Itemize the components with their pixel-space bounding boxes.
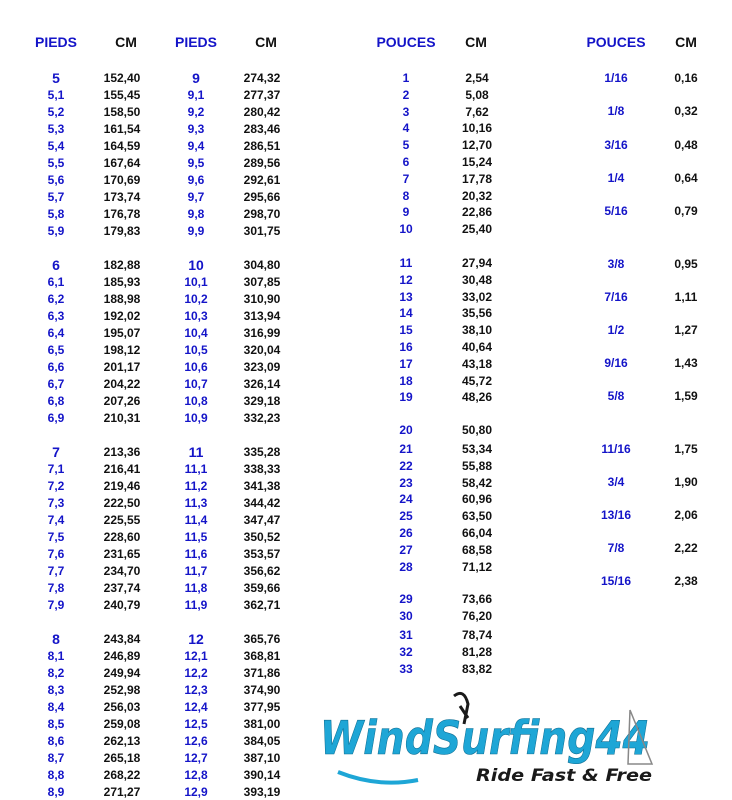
cm-value: 161,54: [103, 122, 141, 136]
cm-value: 0,79: [674, 204, 698, 218]
cm-value: 76,20: [461, 609, 493, 623]
cm-value: 289,56: [243, 156, 281, 170]
inch-value: 27: [399, 543, 413, 557]
cm-value: 33,02: [461, 290, 493, 304]
feet-value: 7,2: [47, 479, 65, 493]
cm-value: 5,08: [465, 88, 489, 102]
fraction-value: 11/16: [601, 442, 631, 456]
cm-value: 188,98: [103, 292, 141, 306]
feet-value: 9,3: [187, 122, 205, 136]
feet-value: 7,9: [47, 598, 65, 612]
inch-value: 15: [399, 323, 413, 337]
cm-value: 225,55: [103, 513, 141, 527]
cm-value: 176,78: [103, 207, 141, 221]
feet-value: 12,1: [184, 649, 208, 663]
cm-value: 164,59: [103, 139, 141, 153]
cm-value: 326,14: [243, 377, 281, 391]
feet-value: 11,7: [184, 564, 208, 578]
cm-value: 256,03: [103, 700, 141, 714]
cm-value: 243,84: [103, 632, 141, 646]
feet-value: 6,6: [47, 360, 65, 374]
cm-value: 316,99: [243, 326, 281, 340]
fraction-value: 9/16: [604, 356, 628, 370]
inch-value: 8: [402, 189, 410, 203]
feet-value: 8,2: [47, 666, 65, 680]
cm-value: 371,86: [243, 666, 281, 680]
cm-value: 45,72: [461, 374, 493, 388]
cm-value: 237,74: [103, 581, 141, 595]
feet-value: 12,2: [184, 666, 208, 680]
cm-value: 338,33: [243, 462, 281, 476]
fraction-value: 3/4: [607, 475, 625, 489]
inch-value: 12: [399, 273, 413, 287]
cm-value: 368,81: [243, 649, 281, 663]
cm-value: 246,89: [103, 649, 141, 663]
cm-value: 210,31: [103, 411, 141, 425]
cm-value: 323,09: [243, 360, 281, 374]
feet-value: 8,9: [47, 785, 65, 799]
cm-value: 393,19: [243, 785, 281, 799]
feet-value: 7,5: [47, 530, 65, 544]
fraction-value: 7/8: [607, 541, 625, 555]
inch-value: 28: [399, 560, 413, 574]
cm-value: 359,66: [243, 581, 281, 595]
feet-value: 10,4: [184, 326, 208, 340]
cm-value: 152,40: [103, 71, 141, 85]
feet-value: 5,6: [47, 173, 65, 187]
inch-value: 14: [399, 306, 413, 320]
cm-value: 2,54: [465, 71, 489, 85]
cm-value: 283,46: [243, 122, 281, 136]
cm-value: 295,66: [243, 190, 281, 204]
feet-value: 6,3: [47, 309, 65, 323]
inch-value: 7: [402, 172, 410, 186]
feet-value: 12,3: [184, 683, 208, 697]
feet-value: 11,9: [184, 598, 208, 612]
cm-value: 219,46: [103, 479, 141, 493]
feet-value: 8,3: [47, 683, 65, 697]
cm-value: 50,80: [461, 423, 493, 437]
cm-value: 341,38: [243, 479, 281, 493]
feet-value: 10,9: [184, 411, 208, 425]
cm-value: 252,98: [103, 683, 141, 697]
cm-value: 2,38: [674, 574, 698, 588]
cm-value: 20,32: [461, 189, 493, 203]
feet-value: 5,4: [47, 139, 65, 153]
feet-value: 10: [188, 257, 204, 273]
logo-tagline: Ride Fast & Free: [476, 766, 652, 786]
fraction-value: 1/8: [607, 104, 625, 118]
cm-value: 48,26: [461, 390, 493, 404]
cm-value: 381,00: [243, 717, 281, 731]
cm-value: 390,14: [243, 768, 281, 782]
cm-value: 329,18: [243, 394, 281, 408]
feet-value: 5,3: [47, 122, 65, 136]
feet-value: 7: [52, 444, 60, 460]
feet-value: 12,7: [184, 751, 208, 765]
feet-value: 7,1: [47, 462, 65, 476]
feet-value: 5,8: [47, 207, 65, 221]
inch-value: 26: [399, 526, 413, 540]
cm-value: 12,70: [461, 138, 493, 152]
cm-value: 22,86: [461, 205, 493, 219]
cm-value: 344,42: [243, 496, 281, 510]
cm-value: 222,50: [103, 496, 141, 510]
cm-value: 216,41: [103, 462, 141, 476]
cm-value: 192,02: [103, 309, 141, 323]
cm-value: 0,32: [674, 104, 698, 118]
header-pouces-1: POUCES: [376, 34, 436, 50]
feet-value: 10,3: [184, 309, 208, 323]
cm-value: 320,04: [243, 343, 281, 357]
cm-value: 1,90: [674, 475, 698, 489]
header-pieds-1: PIEDS: [34, 34, 77, 50]
inch-value: 20: [399, 423, 413, 437]
cm-value: 173,74: [103, 190, 141, 204]
header-cm-2: CM: [255, 34, 277, 50]
header-pieds-2: PIEDS: [174, 34, 217, 50]
cm-value: 347,47: [243, 513, 281, 527]
feet-value: 9,6: [187, 173, 205, 187]
feet-value: 12,5: [184, 717, 208, 731]
feet-value: 9,8: [187, 207, 205, 221]
inch-value: 10: [399, 222, 413, 236]
cm-value: 335,28: [243, 445, 281, 459]
feet-value: 7,3: [47, 496, 65, 510]
cm-value: 274,32: [243, 71, 281, 85]
cm-value: 27,94: [461, 256, 493, 270]
fraction-value: 3/16: [604, 138, 628, 152]
cm-value: 298,70: [243, 207, 281, 221]
feet-value: 12,6: [184, 734, 208, 748]
cm-value: 83,82: [461, 662, 493, 676]
feet-value: 11,4: [184, 513, 208, 527]
cm-value: 310,90: [243, 292, 281, 306]
cm-value: 170,69: [103, 173, 141, 187]
cm-value: 0,16: [674, 71, 698, 85]
fraction-value: 15/16: [600, 574, 632, 588]
cm-value: 313,94: [243, 309, 281, 323]
cm-value: 262,13: [103, 734, 141, 748]
feet-value: 10,5: [184, 343, 208, 357]
cm-value: 301,75: [243, 224, 281, 238]
feet-value: 11,2: [184, 479, 208, 493]
cm-value: 158,50: [103, 105, 141, 119]
cm-value: 259,08: [103, 717, 141, 731]
cm-value: 15,24: [461, 155, 493, 169]
cm-value: 228,60: [103, 530, 141, 544]
cm-value: 155,45: [103, 88, 141, 102]
cm-value: 213,36: [103, 445, 141, 459]
cm-value: 60,96: [461, 492, 493, 506]
feet-value: 8,4: [47, 700, 65, 714]
feet-value: 5,1: [47, 88, 65, 102]
cm-value: 179,83: [103, 224, 141, 238]
cm-value: 55,88: [461, 459, 493, 473]
cm-value: 365,76: [243, 632, 281, 646]
feet-value: 6,2: [47, 292, 65, 306]
inch-value: 5: [402, 138, 410, 152]
feet-value: 7,7: [47, 564, 65, 578]
feet-value: 5,9: [47, 224, 65, 238]
feet-value: 6,5: [47, 343, 65, 357]
feet-value: 9,1: [187, 88, 205, 102]
feet-value: 11,3: [184, 496, 208, 510]
feet-value: 9: [192, 70, 200, 86]
cm-value: 277,37: [243, 88, 281, 102]
feet-value: 9,2: [187, 105, 205, 119]
inch-value: 9: [402, 205, 410, 219]
inch-value: 2: [402, 88, 410, 102]
header-pouces-2: POUCES: [586, 34, 646, 50]
inch-value: 32: [399, 645, 413, 659]
cm-value: 0,48: [674, 138, 698, 152]
fraction-value: 5/8: [607, 389, 625, 403]
inch-value: 3: [402, 105, 410, 119]
cm-value: 71,12: [461, 560, 493, 574]
cm-value: 234,70: [103, 564, 141, 578]
cm-value: 63,50: [461, 509, 493, 523]
cm-value: 0,95: [674, 257, 698, 271]
feet-value: 8,7: [47, 751, 65, 765]
feet-value: 8,1: [47, 649, 65, 663]
feet-value: 5: [52, 70, 60, 86]
feet-value: 9,7: [187, 190, 205, 204]
cm-value: 38,10: [461, 323, 493, 337]
cm-value: 1,59: [674, 389, 698, 403]
cm-value: 198,12: [103, 343, 141, 357]
inch-value: 30: [399, 609, 413, 623]
feet-value: 11,1: [184, 462, 208, 476]
feet-value: 7,4: [47, 513, 65, 527]
feet-value: 8,6: [47, 734, 65, 748]
fraction-value: 13/16: [600, 508, 632, 522]
inch-value: 16: [399, 340, 413, 354]
inch-value: 11: [399, 256, 413, 270]
cm-value: 43,18: [461, 357, 493, 371]
cm-value: 68,58: [461, 543, 493, 557]
cm-value: 30,48: [461, 273, 493, 287]
feet-value: 5,7: [47, 190, 65, 204]
cm-value: 240,79: [103, 598, 141, 612]
cm-value: 7,62: [465, 105, 489, 119]
cm-value: 271,27: [103, 785, 141, 799]
inch-value: 21: [399, 442, 413, 456]
cm-value: 195,07: [103, 326, 141, 340]
feet-value: 6,1: [47, 275, 65, 289]
cm-value: 78,74: [461, 628, 493, 642]
fraction-value: 1/2: [607, 323, 625, 337]
cm-value: 35,56: [461, 306, 493, 320]
header-cm-1: CM: [115, 34, 137, 50]
cm-value: 0,64: [674, 171, 698, 185]
feet-value: 7,8: [47, 581, 65, 595]
inch-value: 13: [399, 290, 413, 304]
feet-value: 6,7: [47, 377, 65, 391]
cm-value: 231,65: [103, 547, 141, 561]
cm-value: 374,90: [243, 683, 281, 697]
cm-value: 81,28: [461, 645, 493, 659]
inch-value: 1: [402, 71, 410, 85]
inch-value: 18: [399, 374, 413, 388]
cm-value: 204,22: [103, 377, 141, 391]
header-cm-4: CM: [675, 34, 697, 50]
fraction-value: 3/8: [607, 257, 625, 271]
inch-value: 22: [399, 459, 413, 473]
fraction-value: 1/16: [604, 71, 628, 85]
cm-value: 1,75: [674, 442, 698, 456]
cm-value: 2,06: [674, 508, 698, 522]
cm-value: 265,18: [103, 751, 141, 765]
inch-value: 29: [399, 592, 413, 606]
cm-value: 25,40: [461, 222, 493, 236]
inch-value: 25: [399, 509, 413, 523]
inch-value: 19: [399, 390, 413, 404]
cm-value: 292,61: [243, 173, 281, 187]
cm-value: 280,42: [243, 105, 281, 119]
cm-value: 350,52: [243, 530, 281, 544]
feet-value: 7,6: [47, 547, 65, 561]
inch-value: 6: [402, 155, 410, 169]
feet-value: 8,8: [47, 768, 65, 782]
cm-value: 17,78: [461, 172, 493, 186]
feet-value: 5,5: [47, 156, 65, 170]
cm-value: 40,64: [461, 340, 493, 354]
feet-value: 10,2: [184, 292, 208, 306]
windsurfing44-logo: [318, 684, 658, 788]
fraction-value: 5/16: [604, 204, 628, 218]
cm-value: 286,51: [243, 139, 281, 153]
feet-value: 12: [188, 631, 204, 647]
cm-value: 182,88: [103, 258, 141, 272]
cm-value: 1,11: [674, 290, 698, 304]
cm-value: 353,57: [243, 547, 281, 561]
feet-value: 12,8: [184, 768, 208, 782]
cm-value: 249,94: [103, 666, 141, 680]
inch-value: 31: [399, 628, 413, 642]
cm-value: 58,42: [461, 476, 493, 490]
wave-swoosh: [338, 772, 418, 783]
cm-value: 356,62: [243, 564, 281, 578]
cm-value: 1,43: [674, 356, 698, 370]
feet-value: 8: [52, 631, 60, 647]
feet-value: 12,4: [184, 700, 208, 714]
feet-value: 6: [52, 257, 60, 273]
cm-value: 362,71: [243, 598, 281, 612]
feet-value: 10,7: [184, 377, 208, 391]
feet-value: 9,4: [187, 139, 205, 153]
cm-value: 2,22: [674, 541, 698, 555]
logo-wordmark: WindSurfing44: [320, 711, 650, 765]
cm-value: 53,34: [461, 442, 493, 456]
feet-value: 6,8: [47, 394, 65, 408]
inch-value: 23: [399, 476, 413, 490]
cm-value: 167,64: [103, 156, 141, 170]
cm-value: 384,05: [243, 734, 281, 748]
cm-value: 332,23: [243, 411, 281, 425]
cm-value: 207,26: [103, 394, 141, 408]
feet-value: 12,9: [184, 785, 208, 799]
feet-value: 10,6: [184, 360, 208, 374]
cm-value: 268,22: [103, 768, 141, 782]
header-cm-3: CM: [465, 34, 487, 50]
inch-value: 4: [402, 121, 410, 135]
feet-value: 11,6: [184, 547, 208, 561]
cm-value: 73,66: [461, 592, 493, 606]
feet-value: 11: [188, 444, 204, 460]
feet-value: 6,9: [47, 411, 65, 425]
cm-value: 304,80: [243, 258, 281, 272]
feet-value: 11,5: [184, 530, 208, 544]
inch-value: 17: [399, 357, 413, 371]
cm-value: 1,27: [674, 323, 698, 337]
cm-value: 201,17: [103, 360, 141, 374]
feet-value: 8,5: [47, 717, 65, 731]
fraction-value: 7/16: [604, 290, 628, 304]
cm-value: 185,93: [103, 275, 141, 289]
cm-value: 387,10: [243, 751, 281, 765]
cm-value: 377,95: [243, 700, 281, 714]
cm-value: 307,85: [243, 275, 281, 289]
feet-value: 5,2: [47, 105, 65, 119]
inch-value: 33: [399, 662, 413, 676]
feet-value: 6,4: [47, 326, 65, 340]
feet-value: 10,8: [184, 394, 208, 408]
cm-value: 66,04: [461, 526, 493, 540]
inch-value: 24: [399, 492, 413, 506]
feet-value: 9,9: [187, 224, 205, 238]
feet-value: 11,8: [184, 581, 208, 595]
feet-value: 10,1: [184, 275, 208, 289]
cm-value: 10,16: [461, 121, 493, 135]
fraction-value: 1/4: [607, 171, 625, 185]
feet-value: 9,5: [187, 156, 205, 170]
